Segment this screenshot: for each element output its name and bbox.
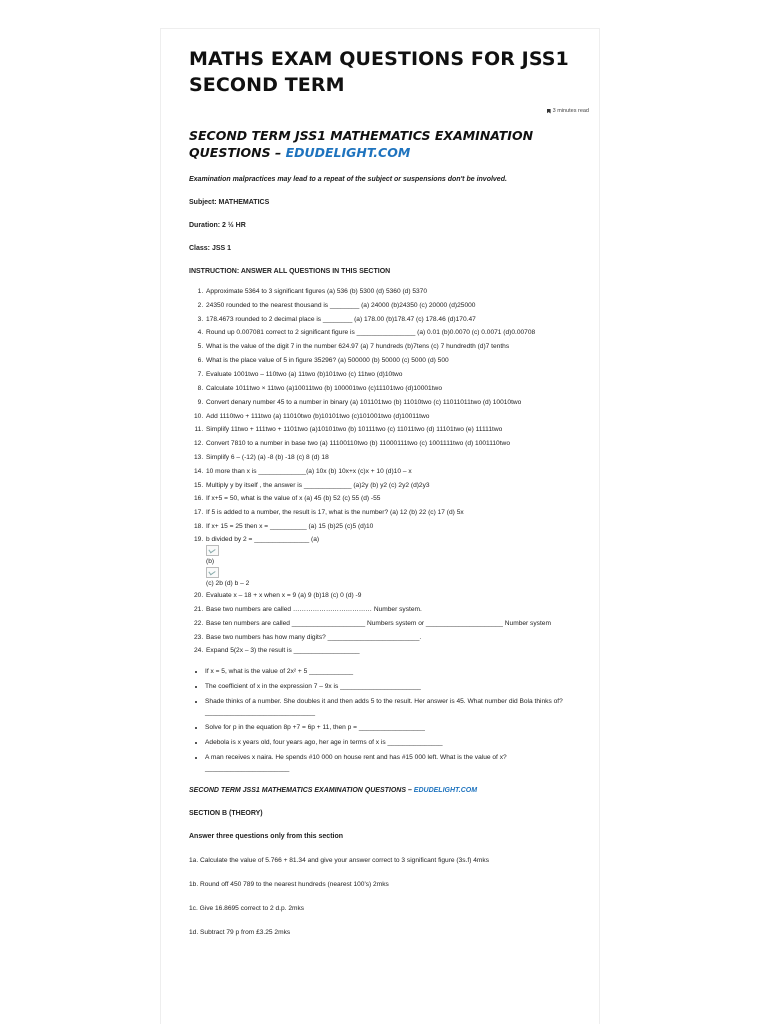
- list-item: • The coefficient of x in the expression 7 – 9x is ______________________: [205, 681, 589, 692]
- question-item: 8. Calculate 1011two × 11two (a)10011two (b) 100001two (c)11101two (d)10001two: [205, 382, 589, 396]
- subject-text: Subject: MATHEMATICS: [189, 199, 270, 206]
- objective-questions: [189, 285, 589, 658]
- article-subtitle: [189, 127, 589, 161]
- list-item: • A man receives x naira. He spends #10 000 on house rent and has #15 000 left. What is the value of x? _______________________: [205, 752, 589, 774]
- question-item: 16. If x+5 = 50, what is the value of x (a) 45 (b) 52 (c) 55 (d) -55: [205, 492, 589, 506]
- read-time: [189, 108, 589, 114]
- duration-text: Duration: 2 ½ HR: [189, 222, 246, 229]
- list-item: • Solve for p in the equation 8p +7 = 6p + 11, then p = __________________: [205, 722, 589, 733]
- theory-heading: [189, 786, 589, 796]
- subtitle-text: SECOND TERM JSS1 MATHEMATICS EXAMINATION QUESTIONS: [189, 128, 534, 160]
- theory-heading-text: SECOND TERM JSS1 MATHEMATICS EXAMINATION QUESTIONS –: [189, 787, 414, 795]
- question-item: 21. Base two numbers are called ……………………………… Number system.: [205, 603, 589, 617]
- question-item: 12. Convert 7810 to a number in base two (a) 11100110two (b) 11000111two (c) 1001111two (d) 1001110two: [205, 437, 589, 451]
- question-item: 4. Round up 0.007081 correct to 2 significant figure is ________________ (a) 0.01 (b)0.0070 (c) 0.0071 (d)0.00708: [205, 326, 589, 340]
- question-item: 14. 10 more than x is _____________(a) 10x (b) 10x+x (c)x + 10 (d)10 – x: [205, 465, 589, 479]
- theory-question-1d: 1d. Subtract 79 p from £3.25 2mks: [189, 929, 291, 937]
- page-title: MATHS EXAM QUESTIONS FOR JSS1 SECOND TERM: [189, 48, 569, 96]
- fill-in-questions: [189, 666, 589, 774]
- question-item: 7. Evaluate 1001two – 110two (a) 11two (b)101two (c) 11two (d)10two: [205, 368, 589, 382]
- question-item: 18. If x+ 15 = 25 then x = __________ (a) 15 (b)25 (c)5 (d)10: [205, 520, 589, 534]
- broken-image-icon: [206, 567, 219, 578]
- list-item: • Adebola is x years old, four years ago, her age in terms of x is _______________: [205, 737, 589, 748]
- question-item: 17. If 5 is added to a number, the result is 17, what is the number? (a) 12 (b) 22 (c) 17 (d) 5x: [205, 506, 589, 520]
- theory-question-1c: 1c. Give 16.8695 correct to 2 d.p. 2mks: [189, 905, 305, 913]
- theory-question-1b: 1b. Round off 450 789 to the nearest hundreds (nearest 100's) 2mks: [189, 881, 389, 889]
- list-item: • If x = 5, what is the value of 2x² + 5 ____________: [205, 666, 589, 677]
- broken-image-icon: [206, 545, 219, 556]
- site-link[interactable]: EDUDELIGHT.COM: [285, 145, 411, 160]
- bookmark-icon: [547, 109, 551, 114]
- question-item: 15. Multiply y by itself , the answer is _____________ (a)2y (b) y2 (c) 2y2 (d)2y3: [205, 479, 589, 493]
- theory-instruction: Answer three questions only from this section: [189, 833, 344, 841]
- question-item: 20. Evaluate x – 18 + x when x = 9 (a) 9 (b)18 (c) 0 (d) -9: [205, 589, 589, 603]
- theory-question-1a: 1a. Calculate the value of 5.766 + 81.34 and give your answer correct to 3 significant figure (3s.f) 4mks: [189, 857, 489, 865]
- question-19-option-c: (c) 2b (d) b – 2: [206, 580, 250, 588]
- section-b-title: SECTION B (THEORY): [189, 810, 263, 818]
- question-item: 22. Base ten numbers are called ____________________ Numbers system or _____________________ Number system: [205, 617, 589, 631]
- read-time-label: 3 minutes read: [552, 108, 589, 114]
- article: [189, 46, 589, 938]
- class-text: Class: JSS 1: [189, 245, 232, 252]
- question-item: 11. Simplify 11two + 111two + 1101two (a)10101two (b) 10111two (c) 11011two (d) 11101two (e) 11111two: [205, 423, 589, 437]
- question-item: 2. 24350 rounded to the nearest thousand is ________ (a) 24000 (b)24350 (c) 20000 (d)25000: [205, 299, 589, 313]
- question-item: 24. Expand 5(2x – 3) the result is __________________: [205, 644, 589, 658]
- instruction-text: INSTRUCTION: ANSWER ALL QUESTIONS IN THIS SECTION: [189, 268, 391, 275]
- warning-text: Examination malpractices may lead to a repeat of the subject or suspensions don't be involved.: [189, 176, 507, 183]
- question-item: 9. Convert denary number 45 to a number in binary (a) 101101two (b) 11010two (c) 11011011two (d) 10010two: [205, 396, 589, 410]
- question-item: [205, 534, 589, 590]
- question-item: 1. Approximate 5364 to 3 significant figures (a) 536 (b) 5300 (d) 5360 (d) 5370: [205, 285, 589, 299]
- question-item: 13. Simplify 6 – (-12) (a) -8 (b) -18 (c) 8 (d) 18: [205, 451, 589, 465]
- question-item: 6. What is the place value of 5 in figure 35296? (a) 500000 (b) 50000 (c) 5000 (d) 500: [205, 354, 589, 368]
- theory-site-link[interactable]: EDUDELIGHT.COM: [413, 787, 478, 795]
- subtitle-dash: –: [270, 145, 286, 160]
- question-item: 23. Base two numbers has how many digits? _________________________.: [205, 631, 589, 645]
- question-19-option-b: (b): [206, 558, 215, 565]
- question-item: 10. Add 1110two + 111two (a) 11010two (b)10101two (c)101001two (d)10011two: [205, 410, 589, 424]
- list-item: • Shade thinks of a number. She doubles it and then adds 5 to the result. Her answer is 45. What number did Bola thinks of? ______________________________: [205, 696, 589, 718]
- question-item: 3. 178.4673 rounded to 2 decimal place is ________ (a) 178.00 (b)178.47 (c) 178.46 (d)170.47: [205, 313, 589, 327]
- question-19-stem: b divided by 2 = _______________ (a): [206, 535, 320, 543]
- question-item: 5. What is the value of the digit 7 in the number 624.97 (a) 7 hundreds (b)7tens (c) 7 hundredth (d)7 tenths: [205, 340, 589, 354]
